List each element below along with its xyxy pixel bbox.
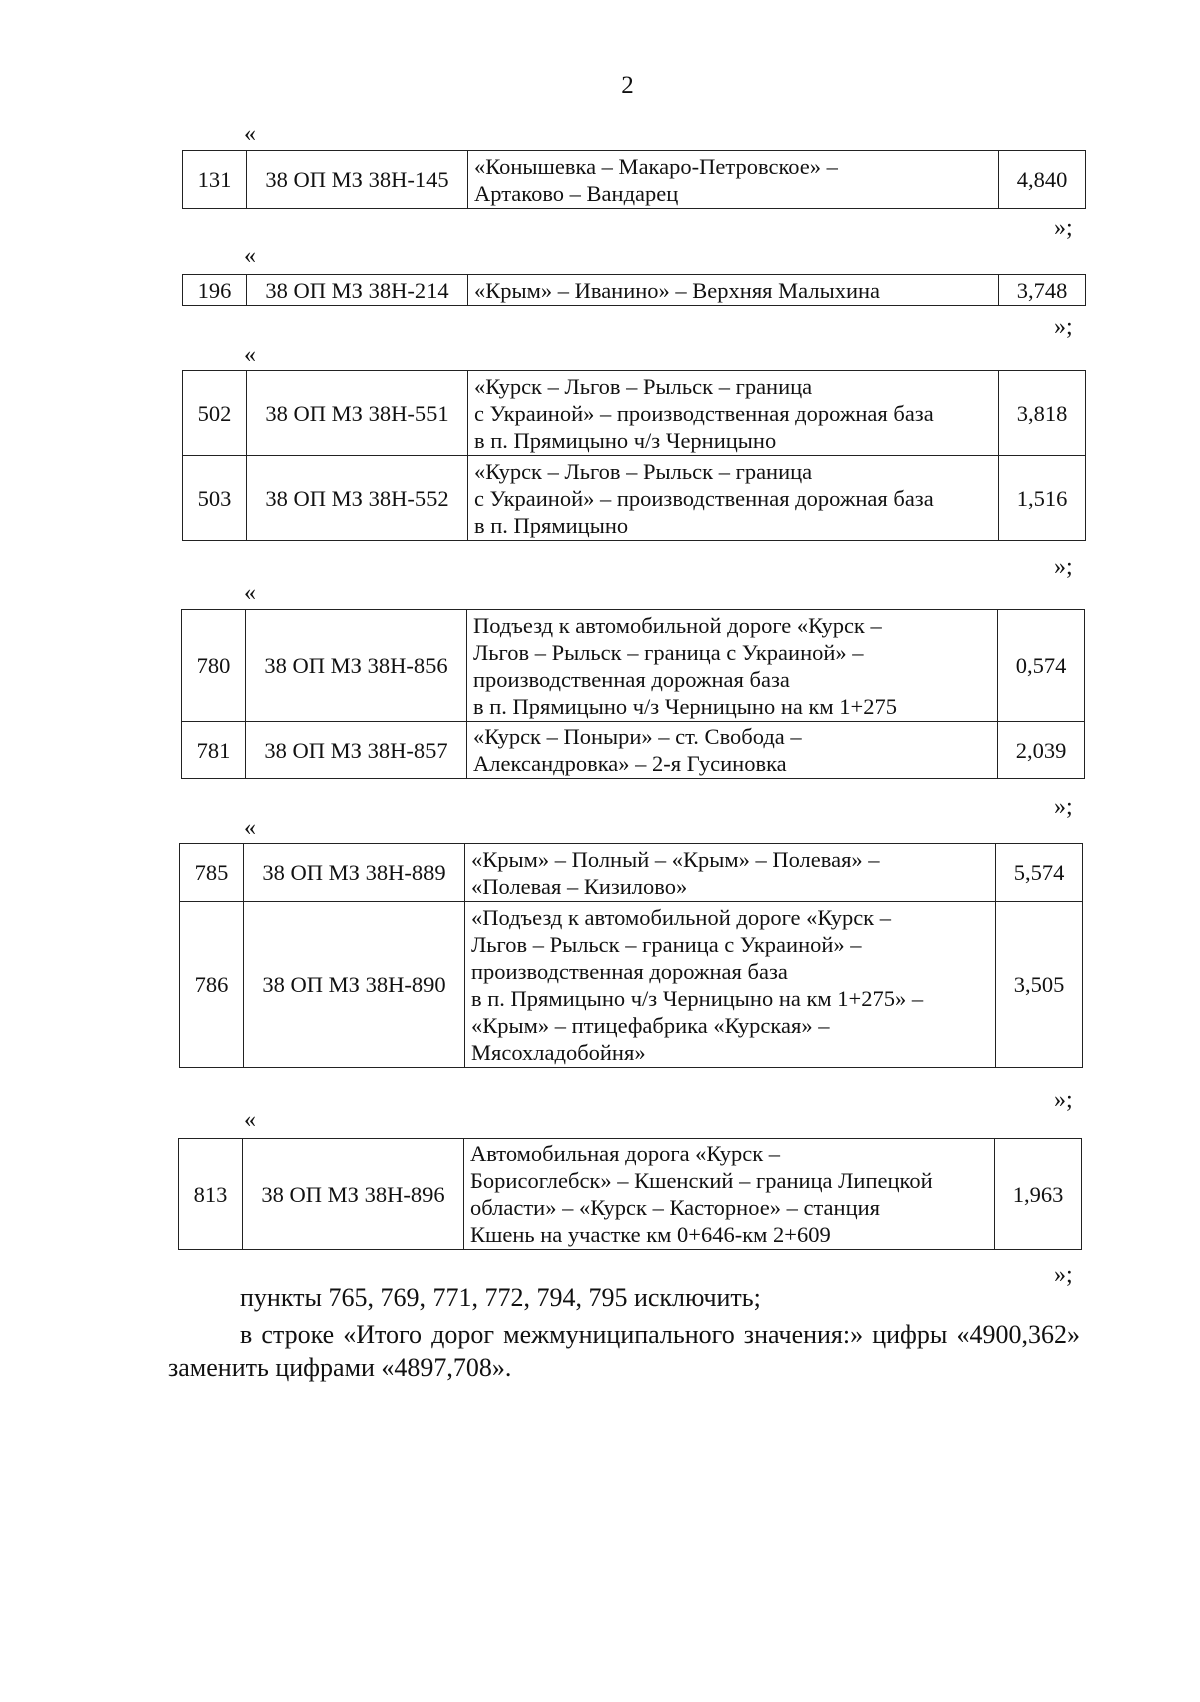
road-name-line: «Крым» – птицефабрика «Курская» – bbox=[471, 1012, 830, 1038]
road-name-line: Артаково – Вандарец bbox=[474, 180, 679, 206]
road-code: 38 ОП МЗ 38Н-890 bbox=[244, 902, 465, 1068]
paragraph-replace bbox=[168, 1318, 1080, 1384]
road-name bbox=[468, 456, 999, 541]
row-number: 786 bbox=[180, 902, 244, 1068]
road-code: 38 ОП МЗ 38Н-214 bbox=[247, 275, 468, 306]
road-name-line: «Конышевка – Макаро-Петровское» – bbox=[474, 153, 838, 179]
open-quote: « bbox=[244, 121, 256, 147]
close-quote: »; bbox=[1054, 215, 1073, 241]
road-length: 3,505 bbox=[996, 902, 1083, 1068]
paragraph-exclude bbox=[168, 1281, 1080, 1314]
table-row bbox=[183, 456, 1086, 541]
road-length: 5,574 bbox=[996, 844, 1083, 902]
table-row bbox=[182, 722, 1085, 779]
road-name-line: Кшень на участке км 0+646-км 2+609 bbox=[470, 1222, 831, 1247]
road-code: 38 ОП МЗ 38Н-896 bbox=[243, 1139, 464, 1250]
road-name-line: «Курск – Льгов – Рыльск – граница bbox=[474, 458, 813, 484]
open-quote: « bbox=[244, 243, 256, 269]
road-name-line: с Украиной» – производственная дорожная база bbox=[474, 485, 934, 511]
road-code: 38 ОП МЗ 38Н-552 bbox=[247, 456, 468, 541]
road-code: 38 ОП МЗ 38Н-145 bbox=[247, 151, 468, 209]
row-number: 813 bbox=[179, 1139, 243, 1250]
open-quote: « bbox=[244, 342, 256, 368]
road-name bbox=[465, 902, 996, 1068]
road-code: 38 ОП МЗ 38Н-889 bbox=[244, 844, 465, 902]
road-name-line: «Курск – Льгов – Рыльск – граница bbox=[474, 373, 813, 399]
road-table bbox=[178, 1138, 1082, 1250]
table-row bbox=[182, 610, 1085, 722]
row-number: 503 bbox=[183, 456, 247, 541]
road-name-line: «Подъезд к автомобильной дороге «Курск – bbox=[471, 904, 891, 930]
road-name-line: области» – «Курск – Касторное» – станция bbox=[470, 1195, 881, 1220]
open-quote: « bbox=[244, 580, 256, 606]
close-quote: »; bbox=[1054, 1262, 1073, 1288]
road-name-line: в п. Прямицыно ч/з Черницыно на км 1+275 bbox=[473, 693, 897, 719]
table-row bbox=[180, 902, 1083, 1068]
page-number: 2 bbox=[621, 72, 634, 99]
open-quote: « bbox=[244, 815, 256, 841]
row-number: 502 bbox=[183, 371, 247, 456]
road-name-line: производственная дорожная база bbox=[471, 958, 788, 984]
road-length: 1,963 bbox=[995, 1139, 1082, 1250]
road-name-line: «Крым» – Иванино» – Верхняя Малыхина bbox=[474, 277, 881, 303]
close-quote: »; bbox=[1054, 1087, 1073, 1113]
close-quote: »; bbox=[1054, 794, 1073, 820]
table-row bbox=[179, 1139, 1082, 1250]
road-name bbox=[468, 371, 999, 456]
table-row bbox=[183, 151, 1086, 209]
row-number: 785 bbox=[180, 844, 244, 902]
row-number: 781 bbox=[182, 722, 246, 779]
road-code: 38 ОП МЗ 38Н-857 bbox=[246, 722, 467, 779]
paragraph-exclude-text: пункты 765, 769, 771, 772, 794, 795 исключить; bbox=[240, 1283, 761, 1312]
road-name-line: «Крым» – Полный – «Крым» – Полевая» – bbox=[471, 846, 880, 872]
road-name-line: Борисоглебск» – Кшенский – граница Липецкой bbox=[470, 1168, 933, 1193]
road-name-line: производственная дорожная база bbox=[473, 666, 790, 692]
road-name-line: Мясохладобойня» bbox=[471, 1039, 646, 1065]
road-name-line: в п. Прямицыно bbox=[474, 512, 629, 538]
road-table bbox=[182, 150, 1086, 209]
road-name-line: «Полевая – Кизилово» bbox=[471, 873, 688, 899]
table-row bbox=[183, 275, 1086, 306]
paragraph-replace-text: в строке «Итого дорог межмуниципального значения:» цифры «4900,362» заменить цифрами «4897,708». bbox=[168, 1320, 1080, 1382]
road-name-line: «Курск – Поныри» – ст. Свобода – bbox=[473, 724, 802, 749]
road-length: 0,574 bbox=[998, 610, 1085, 722]
row-number: 196 bbox=[183, 275, 247, 306]
road-length: 1,516 bbox=[999, 456, 1086, 541]
road-name bbox=[464, 1139, 995, 1250]
road-name-line: Льгов – Рыльск – граница с Украиной» – bbox=[473, 639, 864, 665]
close-quote: »; bbox=[1054, 314, 1073, 340]
road-code: 38 ОП МЗ 38Н-551 bbox=[247, 371, 468, 456]
road-code: 38 ОП МЗ 38Н-856 bbox=[246, 610, 467, 722]
table-row bbox=[183, 371, 1086, 456]
open-quote: « bbox=[244, 1107, 256, 1133]
road-length: 3,818 bbox=[999, 371, 1086, 456]
road-name-line: в п. Прямицыно ч/з Черницыно на км 1+275» – bbox=[471, 985, 924, 1011]
road-name-line: Автомобильная дорога «Курск – bbox=[470, 1141, 781, 1166]
road-table bbox=[179, 843, 1083, 1068]
road-name-line: в п. Прямицыно ч/з Черницыно bbox=[474, 427, 777, 453]
road-name-line: с Украиной» – производственная дорожная база bbox=[474, 400, 934, 426]
road-name bbox=[465, 844, 996, 902]
road-length: 2,039 bbox=[998, 722, 1085, 779]
road-table bbox=[181, 609, 1085, 779]
row-number: 780 bbox=[182, 610, 246, 722]
road-table bbox=[182, 370, 1086, 541]
road-name bbox=[467, 610, 998, 722]
row-number: 131 bbox=[183, 151, 247, 209]
table-row bbox=[180, 844, 1083, 902]
road-name bbox=[468, 151, 999, 209]
road-name-line: Александровка» – 2-я Гусиновка bbox=[473, 751, 787, 776]
road-name-line: Льгов – Рыльск – граница с Украиной» – bbox=[471, 931, 862, 957]
road-length: 3,748 bbox=[999, 275, 1086, 306]
road-name-line: Подъезд к автомобильной дороге «Курск – bbox=[473, 612, 882, 638]
road-table bbox=[182, 274, 1086, 306]
road-name bbox=[468, 275, 999, 306]
road-length: 4,840 bbox=[999, 151, 1086, 209]
road-name bbox=[467, 722, 998, 779]
close-quote: »; bbox=[1054, 554, 1073, 580]
